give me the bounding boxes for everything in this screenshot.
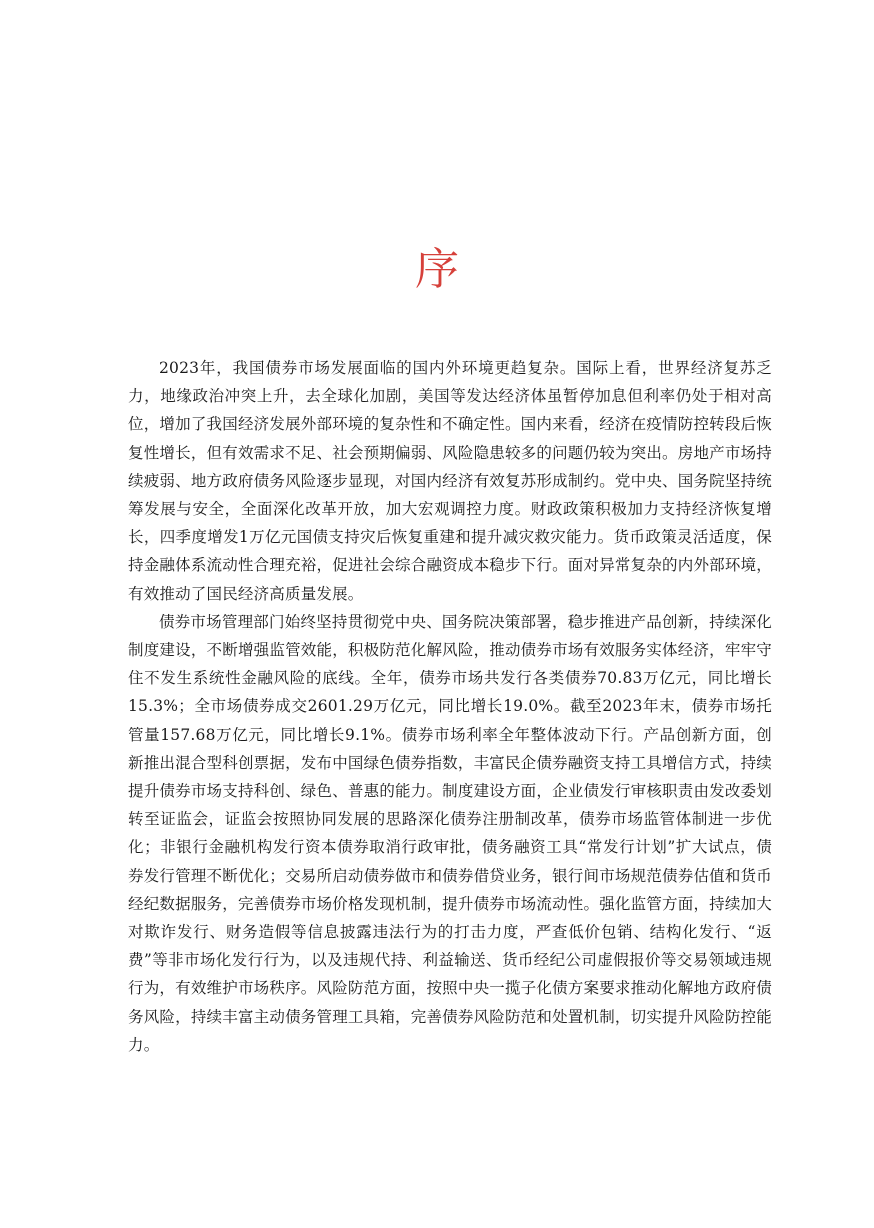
- paragraph-2: 债券市场管理部门始终坚持贯彻党中央、国务院决策部署，稳步推进产品创新，持续深化制度建设，不断增强监管效能，积极防范化解风险，推动债券市场有效服务实体经济，牢牢守住不发生系统性金融风险的底线。全年，债券市场共发行各类债券70.83万亿元，同比增长15.3%；全市场债券成交2601.29万亿元，同比增长19.0%。截至2023年末，债券市场托管量157.68万亿元，同比增长9.1%。债券市场利率全年整体波动下行。产品创新方面，创新推出混合型科创票据，发布中国绿色债券指数，丰富民企债券融资支持工具增信方式，持续提升债券市场支持科创、绿色、普惠的能力。制度建设方面，企业债发行审核职责由发改委划转至证监会，证监会按照协同发展的思路深化债券注册制改革，债券市场监管体制进一步优化；非银行金融机构发行资本债券取消行政审批，债务融资工具“常发行计划”扩大试点，债券发行管理不断优化；交易所启动债券做市和债券借贷业务，银行间市场规范债券估值和货币经纪数据服务，完善债券市场价格发现机制，提升债券市场流动性。强化监管方面，持续加大对欺诈发行、财务造假等信息披露违法行为的打击力度，严查低价包销、结构化发行、“返费”等非市场化发行行为，以及违规代持、利益输送、货币经纪公司虚假报价等交易领域违规行为，有效维护市场秩序。风险防范方面，按照中央一揽子化债方案要求推动化解地方政府债务风险，持续丰富主动债务管理工具箱，完善债券风险防范和处置机制，切实提升风险防控能力。: [128, 612, 772, 1054]
- preface-body: [128, 354, 772, 1059]
- page-title: 序: [415, 244, 459, 295]
- paragraph-1: 2023年，我国债券市场发展面临的国内外环境更趋复杂。国际上看，世界经济复苏乏力，地缘政治冲突上升，去全球化加剧，美国等发达经济体虽暂停加息但利率仍处于相对高位，增加了我国经济发展外部环境的复杂性和不确定性。国内来看，经济在疫情防控转段后恢复性增长，但有效需求不足、社会预期偏弱、风险隐患较多的问题仍较为突出。房地产市场持续疲弱、地方政府债务风险逐步显现，对国内经济有效复苏形成制约。党中央、国务院坚持统筹发展与安全，全面深化改革开放，加大宏观调控力度。财政政策积极加力支持经济恢复增长，四季度增发1万亿元国债支持灾后恢复重建和提升减灾救灾能力。货币政策灵活适度，保持金融体系流动性合理充裕，促进社会综合融资成本稳步下行。面对异常复杂的内外部环境，有效推动了国民经济高质量发展。: [128, 359, 772, 603]
